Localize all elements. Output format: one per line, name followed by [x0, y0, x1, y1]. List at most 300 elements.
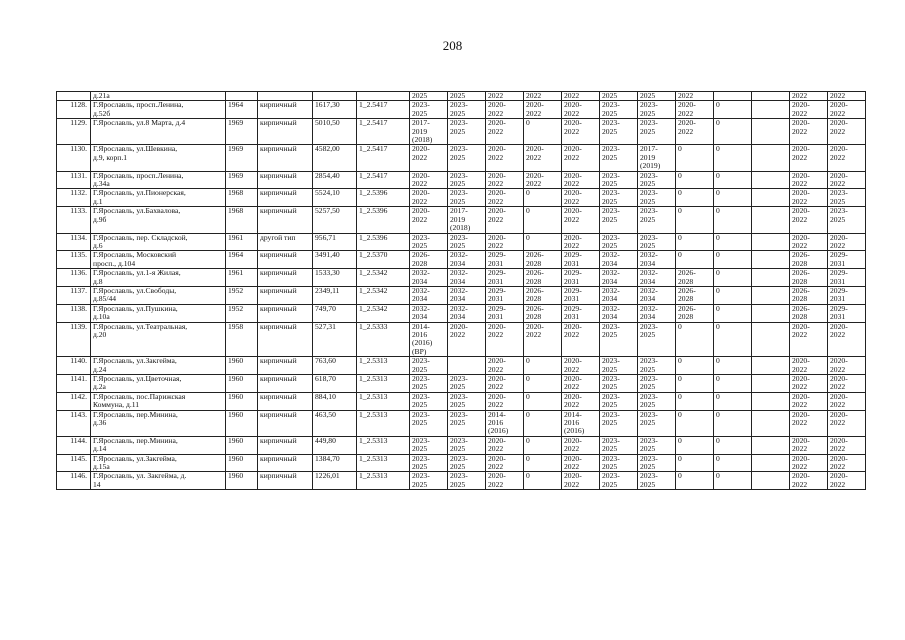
cell-period-9: 0: [714, 233, 752, 251]
cell-period-2: 2023- 2025: [448, 436, 486, 454]
cell-period-5: 2020- 2022: [562, 119, 600, 145]
cell-period-11: 2020- 2022: [790, 454, 828, 472]
cell-period-10: [752, 357, 790, 375]
cell-period-2: 2023- 2025: [448, 171, 486, 189]
cell-period-2: 2023- 2025: [448, 233, 486, 251]
cell-period-8: 2026- 2028: [676, 304, 714, 322]
cell-row-number: 1137.: [57, 286, 91, 304]
cell-address: Г.Ярославль, пер. Складской, д.6: [91, 233, 226, 251]
cell-period-11: 2020- 2022: [790, 233, 828, 251]
cell-period-12: 2020- 2022: [828, 472, 866, 490]
cell-period-3: 2020- 2022: [486, 207, 524, 233]
cell-code: 1_2.5396: [357, 207, 410, 233]
cell-area: 1226,01: [313, 472, 357, 490]
cell-area: 763,60: [313, 357, 357, 375]
cell-period-3: 2020- 2022: [486, 233, 524, 251]
cell-period-8: 0: [676, 233, 714, 251]
cell-build-year: 1952: [226, 286, 258, 304]
cell-area: 1533,30: [313, 269, 357, 287]
cell-period-10: [752, 101, 790, 119]
cell-period-7: 2032- 2034: [638, 269, 676, 287]
cell-period-9: 0: [714, 269, 752, 287]
cell-period-9: 0: [714, 454, 752, 472]
cell-period-8: 0: [676, 322, 714, 357]
cell-period-11: 2020- 2022: [790, 472, 828, 490]
cell-wall-material: кирпичный: [258, 286, 313, 304]
cell-period-1: 2023- 2025: [410, 410, 448, 436]
cell-period-8: 0: [676, 454, 714, 472]
cell-period-1: 2023- 2025: [410, 375, 448, 393]
cell-wall-material: кирпичный: [258, 251, 313, 269]
cell-address: Г.Ярославль, ул.Шевкина, д.9, корп.1: [91, 145, 226, 171]
cell-period-3: 2020- 2022: [486, 472, 524, 490]
cell-period-11: 2020- 2022: [790, 207, 828, 233]
cell-area: 3491,40: [313, 251, 357, 269]
cell-build-year: 1958: [226, 322, 258, 357]
cell-address: Г.Ярославль, просп.Ленина, д.34а: [91, 171, 226, 189]
cell-period-12: 2022: [828, 92, 866, 101]
cell-period-2: 2032- 2034: [448, 304, 486, 322]
cell-period-7: 2023- 2025: [638, 171, 676, 189]
cell-period-2: 2020- 2022: [448, 322, 486, 357]
cell-period-12: 2020- 2022: [828, 357, 866, 375]
cell-area: 2854,40: [313, 171, 357, 189]
cell-period-8: 0: [676, 375, 714, 393]
cell-wall-material: кирпичный: [258, 101, 313, 119]
cell-period-3: 2029- 2031: [486, 304, 524, 322]
cell-build-year: 1969: [226, 171, 258, 189]
cell-period-5: 2029- 2031: [562, 269, 600, 287]
cell-code: 1_2.5342: [357, 269, 410, 287]
cell-period-5: 2020- 2022: [562, 189, 600, 207]
cell-row-number: 1143.: [57, 410, 91, 436]
cell-code: 1_2.5313: [357, 436, 410, 454]
table-body: [57, 92, 866, 490]
housing-register-table: [56, 91, 866, 490]
cell-period-11: 2022: [790, 92, 828, 101]
cell-period-8: 0: [676, 472, 714, 490]
cell-period-10: [752, 322, 790, 357]
cell-period-8: 0: [676, 207, 714, 233]
cell-period-11: 2020- 2022: [790, 322, 828, 357]
cell-period-9: 0: [714, 322, 752, 357]
cell-period-6: 2032- 2034: [600, 304, 638, 322]
cell-period-12: 2029- 2031: [828, 286, 866, 304]
cell-area: 5524,10: [313, 189, 357, 207]
cell-period-2: [448, 357, 486, 375]
cell-wall-material: кирпичный: [258, 454, 313, 472]
cell-period-9: 0: [714, 189, 752, 207]
cell-period-3: 2029- 2031: [486, 251, 524, 269]
cell-build-year: 1969: [226, 119, 258, 145]
cell-period-7: 2023- 2025: [638, 101, 676, 119]
cell-period-6: 2032- 2034: [600, 269, 638, 287]
cell-period-4: 2026- 2028: [524, 251, 562, 269]
cell-period-10: [752, 392, 790, 410]
table-row: [57, 92, 866, 101]
cell-period-1: 2023- 2025: [410, 357, 448, 375]
cell-period-4: 0: [524, 392, 562, 410]
cell-period-6: 2023- 2025: [600, 357, 638, 375]
cell-period-2: 2032- 2034: [448, 269, 486, 287]
cell-period-6: 2023- 2025: [600, 101, 638, 119]
cell-period-10: [752, 207, 790, 233]
cell-period-7: 2023- 2025: [638, 375, 676, 393]
cell-row-number: 1136.: [57, 269, 91, 287]
cell-period-1: 2023- 2025: [410, 472, 448, 490]
cell-period-4: 0: [524, 472, 562, 490]
cell-period-5: 2020- 2022: [562, 322, 600, 357]
cell-period-4: 0: [524, 410, 562, 436]
cell-period-3: 2020- 2022: [486, 375, 524, 393]
cell-wall-material: кирпичный: [258, 472, 313, 490]
cell-period-1: 2026- 2028: [410, 251, 448, 269]
cell-period-10: [752, 171, 790, 189]
cell-period-10: [752, 375, 790, 393]
cell-period-10: [752, 189, 790, 207]
cell-period-6: 2023- 2025: [600, 375, 638, 393]
cell-build-year: 1968: [226, 189, 258, 207]
cell-period-3: 2020- 2022: [486, 357, 524, 375]
cell-period-5: 2020- 2022: [562, 233, 600, 251]
cell-period-10: [752, 119, 790, 145]
cell-period-1: 2023- 2025: [410, 436, 448, 454]
cell-period-5: 2020- 2022: [562, 392, 600, 410]
table-row: [57, 119, 866, 145]
cell-period-4: 2026- 2028: [524, 269, 562, 287]
cell-period-3: 2020- 2022: [486, 454, 524, 472]
cell-period-5: 2029- 2031: [562, 286, 600, 304]
cell-period-8: 2026- 2028: [676, 286, 714, 304]
cell-period-5: 2020- 2022: [562, 454, 600, 472]
table-row: [57, 322, 866, 357]
cell-code: 1_2.5417: [357, 145, 410, 171]
cell-wall-material: кирпичный: [258, 119, 313, 145]
cell-period-2: 2023- 2025: [448, 454, 486, 472]
cell-code: 1_2.5313: [357, 357, 410, 375]
cell-code: 1_2.5417: [357, 119, 410, 145]
cell-period-5: 2020- 2022: [562, 357, 600, 375]
cell-period-12: 2020- 2022: [828, 375, 866, 393]
cell-period-12: 2020- 2022: [828, 101, 866, 119]
cell-period-7: 2023- 2025: [638, 454, 676, 472]
cell-build-year: 1960: [226, 454, 258, 472]
cell-code: [357, 92, 410, 101]
cell-address: Г.Ярославль, ул.Пушкина, д.10а: [91, 304, 226, 322]
cell-period-10: [752, 472, 790, 490]
cell-period-6: 2032- 2034: [600, 251, 638, 269]
cell-period-1: 2017- 2019 (2018): [410, 119, 448, 145]
cell-period-4: 2020- 2022: [524, 101, 562, 119]
cell-build-year: 1961: [226, 233, 258, 251]
cell-period-1: 2020- 2022: [410, 145, 448, 171]
cell-period-2: 2032- 2034: [448, 286, 486, 304]
cell-address: Г.Ярославль, пер.Минина, д.14: [91, 436, 226, 454]
cell-address: Г.Ярославль, ул.Пионерская, д.1: [91, 189, 226, 207]
cell-wall-material: кирпичный: [258, 357, 313, 375]
cell-period-4: 0: [524, 233, 562, 251]
cell-wall-material: кирпичный: [258, 189, 313, 207]
cell-period-9: 0: [714, 436, 752, 454]
cell-period-12: 2023- 2025: [828, 189, 866, 207]
cell-period-4: 2026- 2028: [524, 286, 562, 304]
table-row: [57, 101, 866, 119]
cell-period-8: 0: [676, 145, 714, 171]
cell-period-9: 0: [714, 410, 752, 436]
cell-period-7: 2032- 2034: [638, 286, 676, 304]
cell-row-number: 1146.: [57, 472, 91, 490]
cell-row-number: [57, 92, 91, 101]
cell-area: 527,31: [313, 322, 357, 357]
cell-period-2: 2023- 2025: [448, 472, 486, 490]
cell-period-3: 2020- 2022: [486, 392, 524, 410]
cell-address: Г.Ярославль, Московский просп., д.104: [91, 251, 226, 269]
cell-period-1: 2020- 2022: [410, 207, 448, 233]
cell-period-10: [752, 286, 790, 304]
cell-area: 749,70: [313, 304, 357, 322]
cell-period-5: 2020- 2022: [562, 145, 600, 171]
table-row: [57, 392, 866, 410]
cell-period-11: 2020- 2022: [790, 119, 828, 145]
cell-period-5: 2020- 2022: [562, 101, 600, 119]
cell-period-3: 2020- 2022: [486, 189, 524, 207]
cell-period-9: 0: [714, 251, 752, 269]
cell-build-year: [226, 92, 258, 101]
cell-area: 2349,11: [313, 286, 357, 304]
cell-period-4: 0: [524, 436, 562, 454]
cell-period-7: 2025: [638, 92, 676, 101]
cell-period-8: 2020- 2022: [676, 101, 714, 119]
cell-period-1: 2032- 2034: [410, 269, 448, 287]
cell-period-12: 2020- 2022: [828, 392, 866, 410]
cell-area: 1617,30: [313, 101, 357, 119]
cell-build-year: 1952: [226, 304, 258, 322]
cell-period-11: 2020- 2022: [790, 171, 828, 189]
cell-period-4: 0: [524, 357, 562, 375]
cell-period-8: 2022: [676, 92, 714, 101]
cell-period-3: 2020- 2022: [486, 119, 524, 145]
cell-period-12: 2020- 2022: [828, 410, 866, 436]
cell-period-6: 2023- 2025: [600, 145, 638, 171]
cell-period-10: [752, 410, 790, 436]
cell-period-6: 2023- 2025: [600, 322, 638, 357]
cell-period-7: 2032- 2034: [638, 304, 676, 322]
cell-period-7: 2023- 2025: [638, 410, 676, 436]
cell-period-2: 2023- 2025: [448, 189, 486, 207]
cell-code: 1_2.5313: [357, 392, 410, 410]
table-row: [57, 145, 866, 171]
cell-period-11: 2020- 2022: [790, 145, 828, 171]
cell-area: 618,70: [313, 375, 357, 393]
cell-row-number: 1141.: [57, 375, 91, 393]
cell-period-8: 0: [676, 357, 714, 375]
cell-address: Г.Ярославль, пер.Минина, д.36: [91, 410, 226, 436]
cell-period-8: 0: [676, 392, 714, 410]
cell-period-12: 2020- 2022: [828, 454, 866, 472]
cell-period-7: 2017- 2019 (2019): [638, 145, 676, 171]
cell-wall-material: кирпичный: [258, 392, 313, 410]
cell-build-year: 1960: [226, 410, 258, 436]
cell-period-1: 2023- 2025: [410, 233, 448, 251]
cell-period-4: 0: [524, 119, 562, 145]
cell-period-6: 2023- 2025: [600, 189, 638, 207]
table-row: [57, 286, 866, 304]
cell-area: 463,50: [313, 410, 357, 436]
cell-area: 5010,50: [313, 119, 357, 145]
cell-address: Г.Ярославль, ул.1-я Жилая, д.8: [91, 269, 226, 287]
cell-period-6: 2023- 2025: [600, 436, 638, 454]
cell-period-11: 2026- 2028: [790, 269, 828, 287]
cell-address: Г.Ярославль, ул.Закгейма, д.15а: [91, 454, 226, 472]
cell-row-number: 1131.: [57, 171, 91, 189]
cell-period-8: 2020- 2022: [676, 119, 714, 145]
cell-period-5: 2020- 2022: [562, 207, 600, 233]
cell-build-year: 1969: [226, 145, 258, 171]
cell-row-number: 1142.: [57, 392, 91, 410]
table-row: [57, 304, 866, 322]
cell-address: д.21а: [91, 92, 226, 101]
cell-period-12: 2020- 2022: [828, 436, 866, 454]
cell-period-7: 2023- 2025: [638, 436, 676, 454]
cell-period-7: 2023- 2025: [638, 119, 676, 145]
cell-period-2: 2023- 2025: [448, 101, 486, 119]
table-row: [57, 472, 866, 490]
cell-period-3: 2020- 2022: [486, 436, 524, 454]
cell-period-7: 2023- 2025: [638, 392, 676, 410]
cell-period-10: [752, 251, 790, 269]
cell-wall-material: [258, 92, 313, 101]
cell-period-4: 0: [524, 207, 562, 233]
cell-address: Г.Ярославль, ул. Закгейма, д. 14: [91, 472, 226, 490]
cell-code: 1_2.5313: [357, 375, 410, 393]
cell-build-year: 1964: [226, 251, 258, 269]
cell-code: 1_2.5313: [357, 472, 410, 490]
cell-period-12: 2020- 2022: [828, 119, 866, 145]
cell-period-5: 2029- 2031: [562, 304, 600, 322]
cell-period-2: 2032- 2034: [448, 251, 486, 269]
cell-build-year: 1964: [226, 101, 258, 119]
cell-period-11: 2026- 2028: [790, 286, 828, 304]
cell-address: Г.Ярославль, просп.Ленина, д.52б: [91, 101, 226, 119]
cell-period-9: 0: [714, 171, 752, 189]
cell-period-8: 0: [676, 251, 714, 269]
cell-code: 1_2.5417: [357, 101, 410, 119]
cell-area: 449,80: [313, 436, 357, 454]
cell-period-10: [752, 233, 790, 251]
cell-period-11: 2026- 2028: [790, 251, 828, 269]
cell-period-9: 0: [714, 392, 752, 410]
cell-wall-material: кирпичный: [258, 171, 313, 189]
cell-period-1: 2032- 2034: [410, 304, 448, 322]
cell-period-2: 2023- 2025: [448, 410, 486, 436]
cell-period-7: 2032- 2034: [638, 251, 676, 269]
cell-wall-material: кирпичный: [258, 207, 313, 233]
cell-period-12: 2023- 2025: [828, 207, 866, 233]
cell-period-9: 0: [714, 119, 752, 145]
cell-row-number: 1133.: [57, 207, 91, 233]
cell-period-1: 2023- 2025: [410, 101, 448, 119]
cell-period-6: 2023- 2025: [600, 233, 638, 251]
cell-period-3: 2029- 2031: [486, 269, 524, 287]
cell-area: 1384,70: [313, 454, 357, 472]
cell-period-9: 0: [714, 304, 752, 322]
cell-period-8: 0: [676, 189, 714, 207]
cell-period-3: 2014- 2016 (2016): [486, 410, 524, 436]
cell-period-4: 2020- 2022: [524, 145, 562, 171]
cell-build-year: 1960: [226, 357, 258, 375]
cell-period-12: 2020- 2022: [828, 233, 866, 251]
cell-row-number: 1135.: [57, 251, 91, 269]
cell-period-9: 0: [714, 145, 752, 171]
cell-address: Г.Ярославль, пос.Парижская Коммуна, д.11: [91, 392, 226, 410]
cell-period-6: 2023- 2025: [600, 171, 638, 189]
cell-period-12: 2029- 2031: [828, 251, 866, 269]
cell-period-9: 0: [714, 207, 752, 233]
cell-period-1: 2020- 2022: [410, 189, 448, 207]
cell-period-9: 0: [714, 375, 752, 393]
cell-period-9: [714, 92, 752, 101]
cell-period-8: 0: [676, 436, 714, 454]
cell-code: 1_2.5417: [357, 171, 410, 189]
cell-period-5: 2014- 2016 (2016): [562, 410, 600, 436]
cell-period-1: 2032- 2034: [410, 286, 448, 304]
cell-period-12: 2020- 2022: [828, 145, 866, 171]
cell-period-10: [752, 145, 790, 171]
cell-row-number: 1128.: [57, 101, 91, 119]
table-row: [57, 189, 866, 207]
cell-period-2: 2017- 2019 (2018): [448, 207, 486, 233]
cell-period-8: 2026- 2028: [676, 269, 714, 287]
cell-code: 1_2.5342: [357, 286, 410, 304]
cell-period-12: 2020- 2022: [828, 322, 866, 357]
cell-period-6: 2032- 2034: [600, 286, 638, 304]
cell-period-5: 2029- 2031: [562, 251, 600, 269]
table-row: [57, 410, 866, 436]
cell-row-number: 1129.: [57, 119, 91, 145]
cell-build-year: 1968: [226, 207, 258, 233]
cell-wall-material: другой тип: [258, 233, 313, 251]
cell-row-number: 1132.: [57, 189, 91, 207]
cell-period-6: 2023- 2025: [600, 472, 638, 490]
cell-wall-material: кирпичный: [258, 145, 313, 171]
cell-code: 1_2.5342: [357, 304, 410, 322]
cell-period-9: 0: [714, 101, 752, 119]
cell-period-1: 2023- 2025: [410, 454, 448, 472]
cell-build-year: 1960: [226, 472, 258, 490]
cell-period-4: 0: [524, 375, 562, 393]
cell-period-11: 2020- 2022: [790, 101, 828, 119]
cell-period-5: 2020- 2022: [562, 436, 600, 454]
cell-period-3: 2020- 2022: [486, 145, 524, 171]
cell-period-6: 2023- 2025: [600, 454, 638, 472]
cell-address: Г.Ярославль, ул.Свободы, д.85/44: [91, 286, 226, 304]
cell-period-11: 2020- 2022: [790, 436, 828, 454]
cell-period-2: 2025: [448, 92, 486, 101]
cell-period-1: 2023- 2025: [410, 392, 448, 410]
cell-period-7: 2023- 2025: [638, 357, 676, 375]
cell-period-2: 2023- 2025: [448, 375, 486, 393]
cell-period-3: 2020- 2022: [486, 101, 524, 119]
cell-area: [313, 92, 357, 101]
cell-period-4: 0: [524, 189, 562, 207]
cell-period-12: 2020- 2022: [828, 171, 866, 189]
cell-period-11: 2020- 2022: [790, 392, 828, 410]
cell-period-3: 2022: [486, 92, 524, 101]
cell-code: 1_2.5313: [357, 454, 410, 472]
cell-code: 1_2.5370: [357, 251, 410, 269]
table-row: [57, 436, 866, 454]
table-row: [57, 233, 866, 251]
